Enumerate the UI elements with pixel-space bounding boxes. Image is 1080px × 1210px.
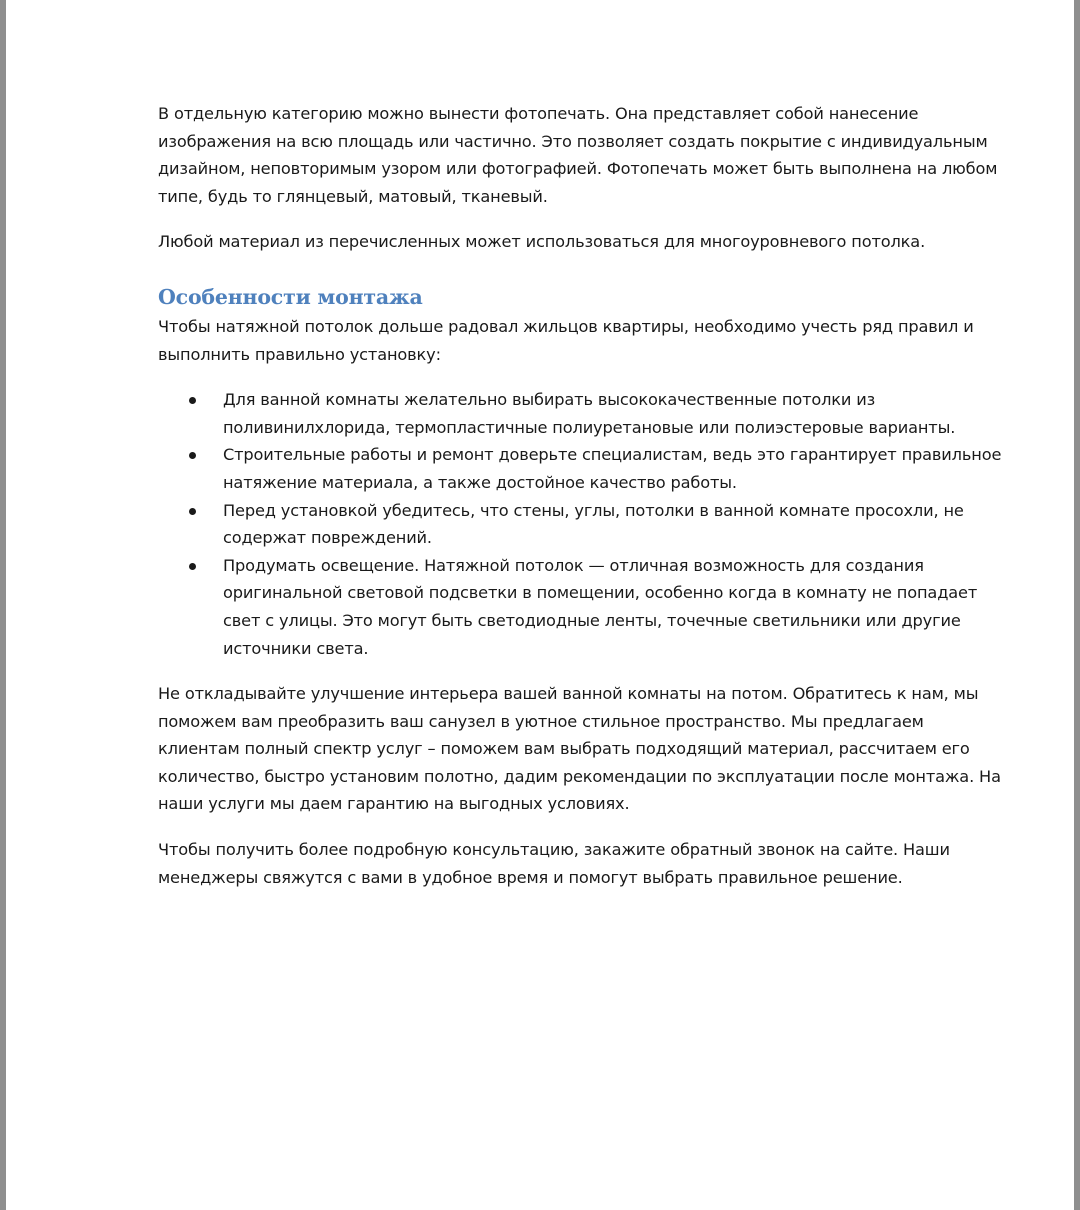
document-body bbox=[158, 100, 1008, 909]
paragraph-multilevel: Любой материал из перечисленных может использоваться для многоуровневого потолка. bbox=[158, 232, 926, 252]
bullet-icon bbox=[189, 397, 196, 404]
bullet-list bbox=[158, 386, 1008, 662]
list-item bbox=[158, 552, 1008, 662]
list-item bbox=[158, 497, 1008, 552]
paragraph-services: Не откладывайте улучшение интерьера вашей ванной комнаты на потом. Обратитесь к нам, мы поможем вам преобразить ваш санузел в уютное стильное пространство. Мы предлагаем клиентам полный спектр услуг – поможем вам выбрать подходящий материал, рассчитаем его количество, быстро установим полотно, дадим рекомендации по эксплуатации после монтажа. На наши услуги мы даем гарантию на выгодных условиях. bbox=[158, 684, 1001, 814]
paragraph-photoprint: В отдельную категорию можно вынести фотопечать. Она представляет собой нанесение изображения на всю площадь или частично. Это позволяет создать покрытие с индивидуальным дизайном, неповторимым узором или фотографией. Фотопечать может быть выполнена на любом типе, будь то глянцевый, матовый, тканевый. bbox=[158, 104, 998, 206]
paragraph-consultation: Чтобы получить более подробную консультацию, закажите обратный звонок на сайте. Наши менеджеры свяжутся с вами в удобное время и помогут выбрать правильное решение. bbox=[158, 840, 950, 887]
section-heading: Особенности монтажа bbox=[158, 284, 423, 309]
bullet-icon bbox=[189, 452, 196, 459]
paragraph-intro: Чтобы натяжной потолок дольше радовал жильцов квартиры, необходимо учесть ряд правил и выполнить правильно установку: bbox=[158, 316, 974, 364]
list-item-text: Продумать освещение. Натяжной потолок — отличная возможность для создания оригинальной световой подсветки в помещении, особенно когда в комнату не попадает свет с улицы. Это могут быть светодиодные ленты, точечные светильники или другие источники света. bbox=[223, 555, 978, 658]
list-item-text: Для ванной комнаты желательно выбирать высококачественные потолки из поливинилхлорида, термопластичные полиуретановые или полиэстеровые варианты. bbox=[223, 390, 956, 437]
list-item-text: Строительные работы и ремонт доверьте специалистам, ведь это гарантирует правильное натяжение материала, а также достойное качество работы. bbox=[223, 445, 1002, 492]
list-item-text: Перед установкой убедитесь, что стены, углы, потолки в ванной комнате просохли, не содержат повреждений. bbox=[223, 500, 964, 548]
list-item bbox=[158, 386, 1008, 441]
list-item bbox=[158, 441, 1008, 496]
document-page bbox=[6, 0, 1074, 1210]
bullet-icon bbox=[189, 563, 196, 570]
bullet-icon bbox=[189, 508, 196, 515]
